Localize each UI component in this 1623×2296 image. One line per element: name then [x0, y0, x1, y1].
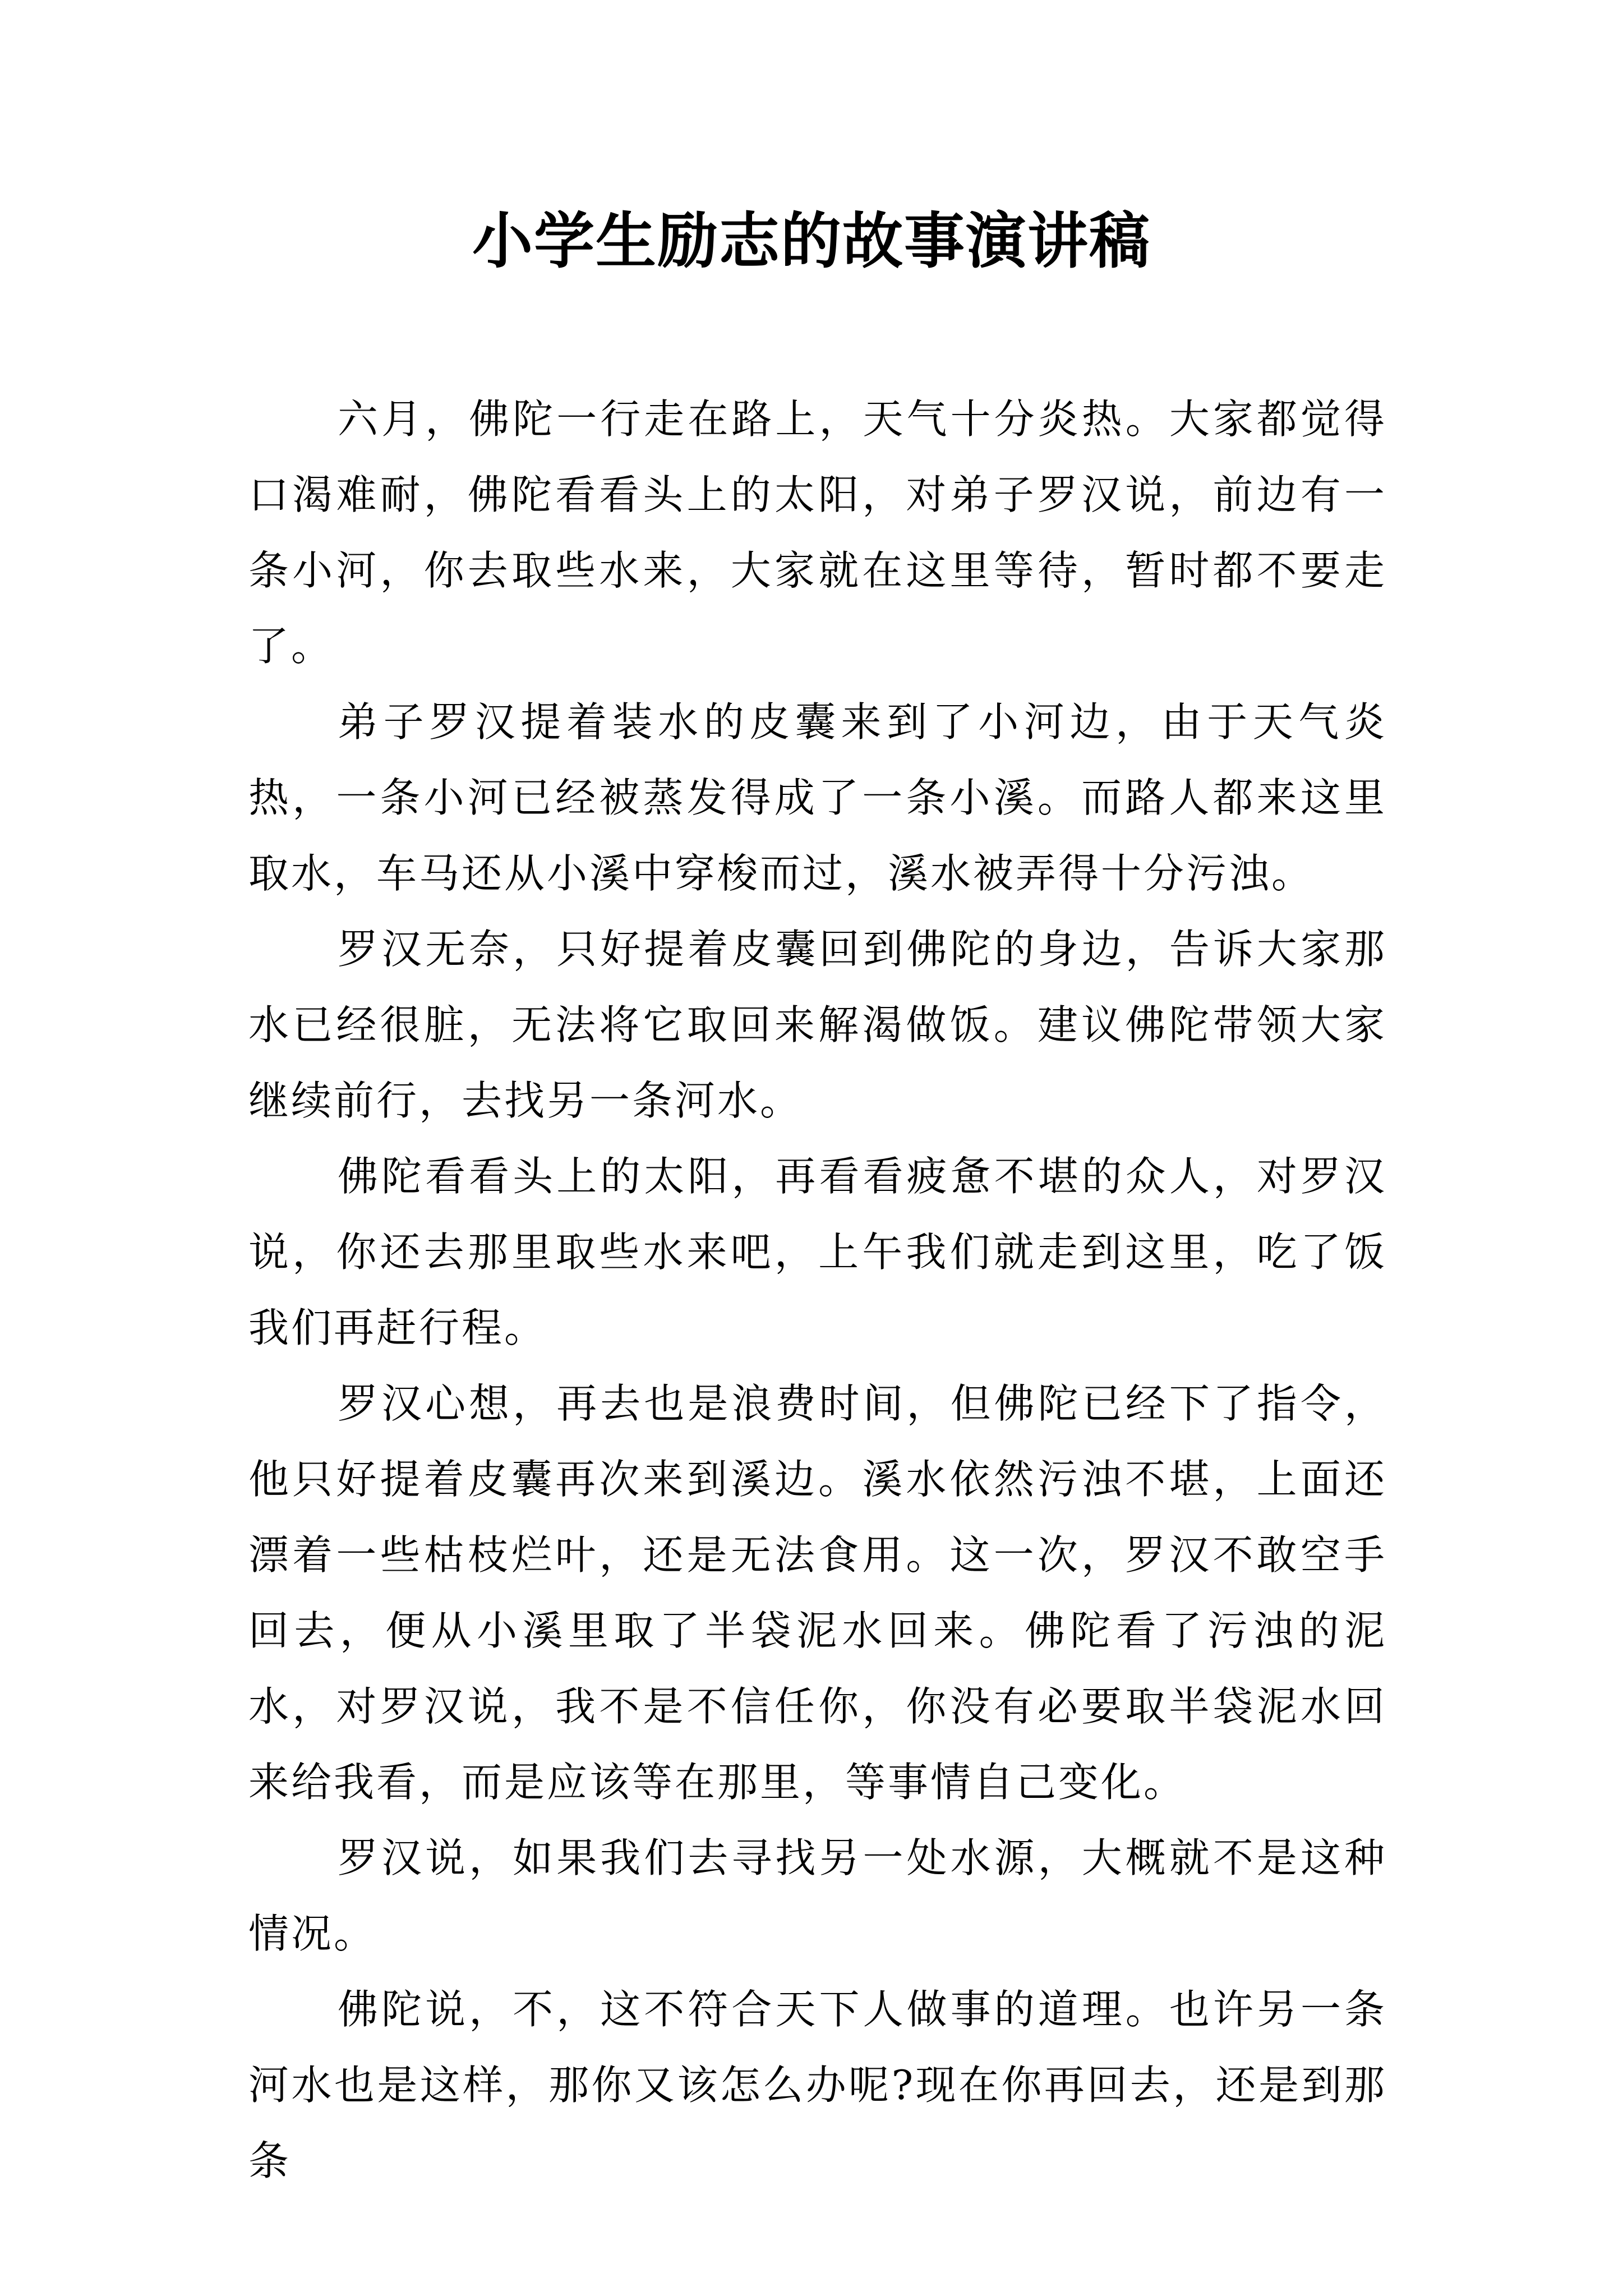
paragraph: 六月，佛陀一行走在路上，天气十分炎热。大家都觉得口渴难耐，佛陀看看头上的太阳，对弟子罗汉说，前边有一条小河，你去取些水来，大家就在这里等待，暂时都不要走了。	[248, 395, 1387, 670]
paragraph: 弟子罗汉提着装水的皮囊来到了小河边，由于天气炎热，一条小河已经被蒸发得成了一条小溪。而路人都来这里取水，车马还从小溪中穿梭而过，溪水被弄得十分污浊。	[248, 698, 1387, 897]
paragraph: 罗汉心想，再去也是浪费时间，但佛陀已经下了指令，他只好提着皮囊再次来到溪边。溪水依然污浊不堪，上面还漂着一些枯枝烂叶，还是无法食用。这一次，罗汉不敢空手回去，便从小溪里取了半袋泥水回来。佛陀看了污浊的泥水，对罗汉说，我不是不信任你，你没有必要取半袋泥水回来给我看，而是应该等在那里，等事情自己变化。	[248, 1380, 1387, 1806]
document-body	[248, 381, 1387, 2199]
paragraph: 佛陀说，不，这不符合天下人做事的道理。也许另一条河水也是这样，那你又该怎么办呢?现在你再回去，还是到那条	[248, 1986, 1387, 2184]
paragraph: 佛陀看看头上的太阳，再看看疲惫不堪的众人，对罗汉说，你还去那里取些水来吧，上午我们就走到这里，吃了饭我们再赶行程。	[248, 1153, 1387, 1351]
paragraph: 罗汉说，如果我们去寻找另一处水源，大概就不是这种情况。	[248, 1834, 1387, 1957]
paragraph: 罗汉无奈，只好提着皮囊回到佛陀的身边，告诉大家那水已经很脏，无法将它取回来解渴做饭。建议佛陀带领大家继续前行，去找另一条河水。	[248, 926, 1387, 1124]
document-title: 小学生励志的故事演讲稿	[472, 206, 1151, 277]
